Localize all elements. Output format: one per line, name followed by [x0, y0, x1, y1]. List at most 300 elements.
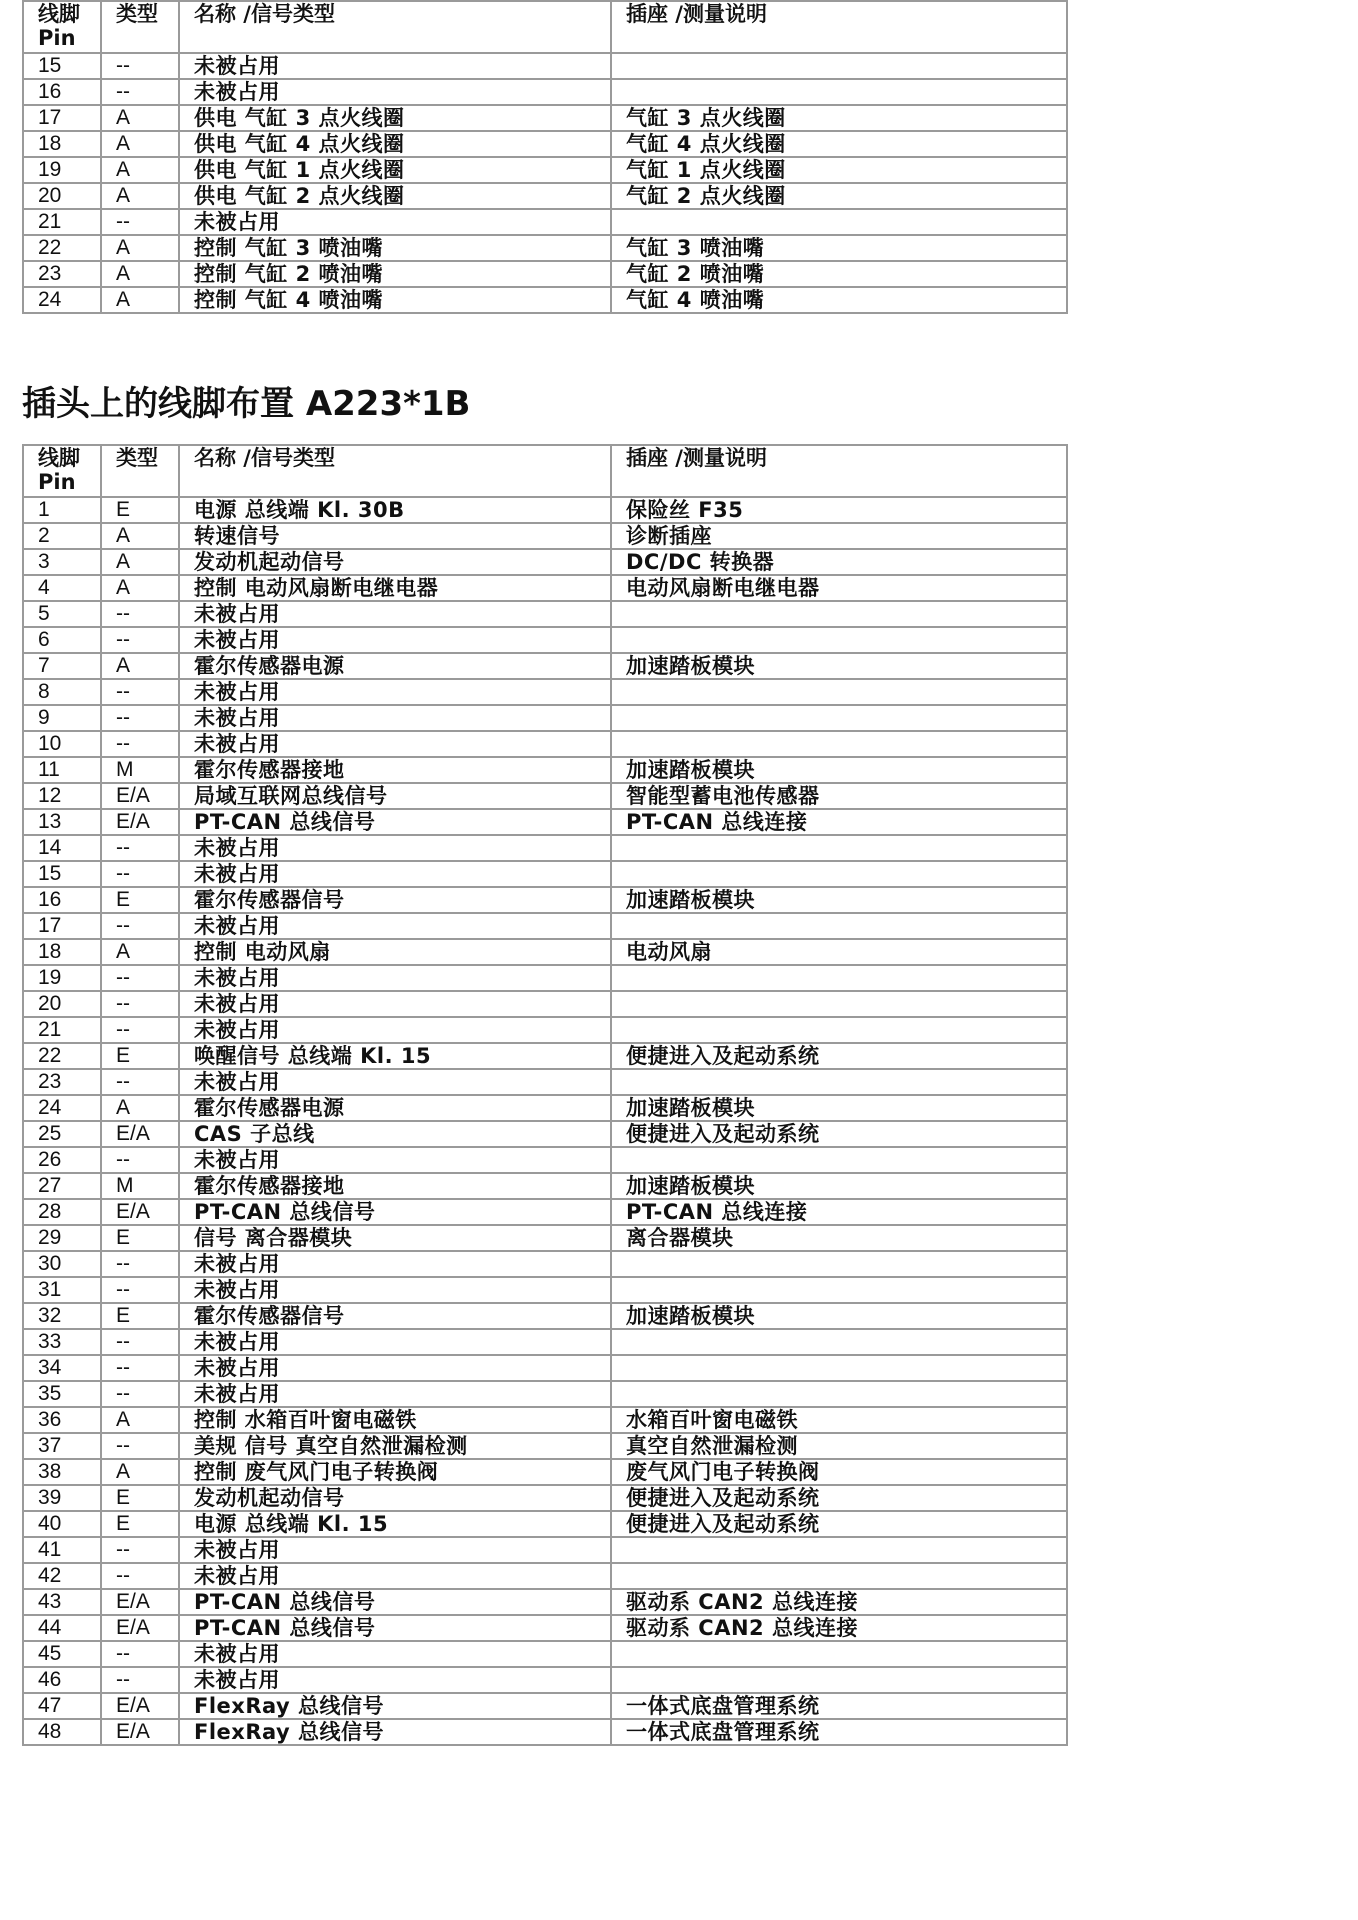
name-cell: 发动机起动信号	[179, 1485, 611, 1511]
name-cell: 电源 总线端 Kl. 15	[179, 1511, 611, 1537]
header-pin-en: Pin	[38, 470, 76, 494]
name-cell: 未被占用	[179, 627, 611, 653]
type-cell: A	[101, 575, 179, 601]
pin-cell: 21	[23, 209, 101, 235]
name-cell: 未被占用	[179, 679, 611, 705]
name-cell: 信号 离合器模块	[179, 1225, 611, 1251]
name-cell: 霍尔传感器电源	[179, 1095, 611, 1121]
name-cell: 未被占用	[179, 53, 611, 79]
table-row	[23, 1615, 1067, 1641]
header-pin-zh: 线脚	[38, 446, 80, 470]
table-row	[23, 235, 1067, 261]
header-type: 类型	[101, 445, 179, 497]
table-row	[23, 653, 1067, 679]
table-row	[23, 731, 1067, 757]
table-row	[23, 1277, 1067, 1303]
name-cell: 控制 电动风扇断电继电器	[179, 575, 611, 601]
note-cell: 便捷进入及起动系统	[611, 1511, 1067, 1537]
note-cell	[611, 627, 1067, 653]
header-pin	[23, 445, 101, 497]
note-cell: 便捷进入及起动系统	[611, 1043, 1067, 1069]
pin-cell: 40	[23, 1511, 101, 1537]
table-row	[23, 939, 1067, 965]
type-cell: A	[101, 105, 179, 131]
type-cell: A	[101, 523, 179, 549]
header-pin-zh: 线脚	[38, 2, 80, 26]
pin-cell: 42	[23, 1563, 101, 1589]
name-cell: 未被占用	[179, 1069, 611, 1095]
pin-cell: 30	[23, 1251, 101, 1277]
pin-cell: 33	[23, 1329, 101, 1355]
note-cell	[611, 1355, 1067, 1381]
note-cell: 气缸 3 点火线圈	[611, 105, 1067, 131]
name-cell: 唤醒信号 总线端 Kl. 15	[179, 1043, 611, 1069]
table-row	[23, 1303, 1067, 1329]
table-row	[23, 261, 1067, 287]
type-cell: M	[101, 1173, 179, 1199]
note-cell: DC/DC 转换器	[611, 549, 1067, 575]
name-cell: PT-CAN 总线信号	[179, 1615, 611, 1641]
pin-cell: 24	[23, 1095, 101, 1121]
pin-cell: 23	[23, 261, 101, 287]
pin-cell: 32	[23, 1303, 101, 1329]
note-cell: 加速踏板模块	[611, 1303, 1067, 1329]
table-row	[23, 1407, 1067, 1433]
name-cell: PT-CAN 总线信号	[179, 1589, 611, 1615]
note-cell: 气缸 4 喷油嘴	[611, 287, 1067, 313]
name-cell: 未被占用	[179, 79, 611, 105]
note-cell	[611, 913, 1067, 939]
pin-cell: 24	[23, 287, 101, 313]
type-cell: A	[101, 1459, 179, 1485]
table-row	[23, 1537, 1067, 1563]
note-cell	[611, 1329, 1067, 1355]
note-cell: 真空自然泄漏检测	[611, 1433, 1067, 1459]
pin-cell: 6	[23, 627, 101, 653]
table-row	[23, 965, 1067, 991]
name-cell: 控制 气缸 3 喷油嘴	[179, 235, 611, 261]
pin-cell: 18	[23, 939, 101, 965]
name-cell: 控制 水箱百叶窗电磁铁	[179, 1407, 611, 1433]
pin-cell: 1	[23, 497, 101, 523]
note-cell	[611, 835, 1067, 861]
name-cell: 霍尔传感器接地	[179, 1173, 611, 1199]
note-cell	[611, 731, 1067, 757]
note-cell	[611, 1537, 1067, 1563]
table-row	[23, 131, 1067, 157]
name-cell: 霍尔传感器信号	[179, 887, 611, 913]
name-cell: 供电 气缸 2 点火线圈	[179, 183, 611, 209]
note-cell: 加速踏板模块	[611, 1095, 1067, 1121]
type-cell: E/A	[101, 1693, 179, 1719]
pin-cell: 4	[23, 575, 101, 601]
header-note: 插座 /测量说明	[611, 1, 1067, 53]
name-cell: 供电 气缸 4 点火线圈	[179, 131, 611, 157]
table-row	[23, 1147, 1067, 1173]
pin-cell: 29	[23, 1225, 101, 1251]
type-cell: E	[101, 1511, 179, 1537]
note-cell: 智能型蓄电池传感器	[611, 783, 1067, 809]
name-cell: 供电 气缸 3 点火线圈	[179, 105, 611, 131]
note-cell: 便捷进入及起动系统	[611, 1121, 1067, 1147]
table-row	[23, 913, 1067, 939]
table-row	[23, 627, 1067, 653]
name-cell: 未被占用	[179, 1381, 611, 1407]
pin-cell: 13	[23, 809, 101, 835]
pin-cell: 28	[23, 1199, 101, 1225]
type-cell: E/A	[101, 1199, 179, 1225]
name-cell: PT-CAN 总线信号	[179, 1199, 611, 1225]
pin-cell: 2	[23, 523, 101, 549]
name-cell: 未被占用	[179, 1355, 611, 1381]
type-cell: E/A	[101, 1589, 179, 1615]
note-cell: 加速踏板模块	[611, 1173, 1067, 1199]
note-cell	[611, 1667, 1067, 1693]
pin-cell: 17	[23, 105, 101, 131]
type-cell: --	[101, 1355, 179, 1381]
type-cell: --	[101, 1641, 179, 1667]
type-cell: E	[101, 1043, 179, 1069]
header-type: 类型	[101, 1, 179, 53]
type-cell: --	[101, 835, 179, 861]
name-cell: 供电 气缸 1 点火线圈	[179, 157, 611, 183]
note-cell	[611, 679, 1067, 705]
pin-cell: 22	[23, 1043, 101, 1069]
table-row	[23, 575, 1067, 601]
note-cell: 电动风扇	[611, 939, 1067, 965]
name-cell: 控制 气缸 4 喷油嘴	[179, 287, 611, 313]
header-pin-en: Pin	[38, 26, 76, 50]
table-row	[23, 1069, 1067, 1095]
type-cell: A	[101, 1095, 179, 1121]
type-cell: A	[101, 235, 179, 261]
name-cell: 发动机起动信号	[179, 549, 611, 575]
pin-cell: 7	[23, 653, 101, 679]
table-row	[23, 1563, 1067, 1589]
table-row	[23, 1199, 1067, 1225]
type-cell: --	[101, 1537, 179, 1563]
table-row	[23, 1693, 1067, 1719]
type-cell: --	[101, 1381, 179, 1407]
pin-cell: 22	[23, 235, 101, 261]
table-row	[23, 1355, 1067, 1381]
note-cell	[611, 991, 1067, 1017]
name-cell: 未被占用	[179, 731, 611, 757]
type-cell: --	[101, 861, 179, 887]
type-cell: --	[101, 679, 179, 705]
table-row	[23, 1641, 1067, 1667]
name-cell: PT-CAN 总线信号	[179, 809, 611, 835]
name-cell: 未被占用	[179, 913, 611, 939]
note-cell	[611, 705, 1067, 731]
pin-cell: 8	[23, 679, 101, 705]
table-row	[23, 991, 1067, 1017]
table-row	[23, 157, 1067, 183]
pin-cell: 20	[23, 991, 101, 1017]
pin-cell: 44	[23, 1615, 101, 1641]
pin-cell: 45	[23, 1641, 101, 1667]
table-row	[23, 1511, 1067, 1537]
note-cell: 气缸 4 点火线圈	[611, 131, 1067, 157]
type-cell: A	[101, 549, 179, 575]
table-row	[23, 549, 1067, 575]
table-body	[23, 497, 1067, 1745]
table-row	[23, 1095, 1067, 1121]
table-row	[23, 1017, 1067, 1043]
name-cell: 未被占用	[179, 1641, 611, 1667]
pin-cell: 38	[23, 1459, 101, 1485]
pin-cell: 37	[23, 1433, 101, 1459]
pin-cell: 48	[23, 1719, 101, 1745]
name-cell: 转速信号	[179, 523, 611, 549]
type-cell: --	[101, 53, 179, 79]
type-cell: M	[101, 757, 179, 783]
table-row	[23, 1589, 1067, 1615]
note-cell: 加速踏板模块	[611, 887, 1067, 913]
pin-cell: 3	[23, 549, 101, 575]
table-row	[23, 209, 1067, 235]
table-row	[23, 105, 1067, 131]
name-cell: 未被占用	[179, 861, 611, 887]
pin-cell: 25	[23, 1121, 101, 1147]
note-cell: 气缸 3 喷油嘴	[611, 235, 1067, 261]
type-cell: A	[101, 653, 179, 679]
table-row	[23, 1121, 1067, 1147]
table-row	[23, 861, 1067, 887]
table-row	[23, 809, 1067, 835]
note-cell: 加速踏板模块	[611, 757, 1067, 783]
note-cell: 加速踏板模块	[611, 653, 1067, 679]
table-row	[23, 1485, 1067, 1511]
table-row	[23, 53, 1067, 79]
table-row	[23, 1329, 1067, 1355]
type-cell: A	[101, 1407, 179, 1433]
pin-cell: 23	[23, 1069, 101, 1095]
note-cell	[611, 53, 1067, 79]
type-cell: --	[101, 1017, 179, 1043]
table-row	[23, 183, 1067, 209]
note-cell	[611, 1563, 1067, 1589]
pin-table-a223-1b	[22, 444, 1068, 1746]
table-row	[23, 1251, 1067, 1277]
note-cell	[611, 1277, 1067, 1303]
note-cell	[611, 1017, 1067, 1043]
note-cell	[611, 861, 1067, 887]
type-cell: --	[101, 209, 179, 235]
pin-cell: 43	[23, 1589, 101, 1615]
type-cell: --	[101, 731, 179, 757]
type-cell: A	[101, 939, 179, 965]
name-cell: 未被占用	[179, 1147, 611, 1173]
type-cell: E	[101, 1485, 179, 1511]
type-cell: --	[101, 1433, 179, 1459]
type-cell: --	[101, 913, 179, 939]
pin-cell: 18	[23, 131, 101, 157]
type-cell: --	[101, 1277, 179, 1303]
type-cell: A	[101, 183, 179, 209]
pin-cell: 11	[23, 757, 101, 783]
note-cell: 气缸 1 点火线圈	[611, 157, 1067, 183]
pin-cell: 10	[23, 731, 101, 757]
type-cell: --	[101, 965, 179, 991]
table-row	[23, 1433, 1067, 1459]
table-row	[23, 497, 1067, 523]
note-cell	[611, 1641, 1067, 1667]
pin-cell: 31	[23, 1277, 101, 1303]
name-cell: 未被占用	[179, 1329, 611, 1355]
pin-cell: 9	[23, 705, 101, 731]
type-cell: A	[101, 287, 179, 313]
pin-cell: 46	[23, 1667, 101, 1693]
type-cell: E/A	[101, 1615, 179, 1641]
name-cell: FlexRay 总线信号	[179, 1719, 611, 1745]
pin-cell: 17	[23, 913, 101, 939]
name-cell: FlexRay 总线信号	[179, 1693, 611, 1719]
table-row	[23, 1459, 1067, 1485]
name-cell: 霍尔传感器信号	[179, 1303, 611, 1329]
table-header-row	[23, 1, 1067, 53]
name-cell: 未被占用	[179, 209, 611, 235]
table-row	[23, 887, 1067, 913]
note-cell	[611, 1069, 1067, 1095]
type-cell: --	[101, 1251, 179, 1277]
note-cell	[611, 965, 1067, 991]
table-row	[23, 1667, 1067, 1693]
note-cell	[611, 1381, 1067, 1407]
table-row	[23, 1043, 1067, 1069]
pin-cell: 36	[23, 1407, 101, 1433]
pin-cell: 5	[23, 601, 101, 627]
type-cell: --	[101, 627, 179, 653]
note-cell: PT-CAN 总线连接	[611, 1199, 1067, 1225]
name-cell: 未被占用	[179, 835, 611, 861]
note-cell	[611, 1251, 1067, 1277]
name-cell: 控制 废气风门电子转换阀	[179, 1459, 611, 1485]
table-row	[23, 601, 1067, 627]
name-cell: 未被占用	[179, 1537, 611, 1563]
note-cell: 驱动系 CAN2 总线连接	[611, 1589, 1067, 1615]
pin-cell: 15	[23, 53, 101, 79]
note-cell	[611, 601, 1067, 627]
type-cell: E	[101, 497, 179, 523]
pin-cell: 21	[23, 1017, 101, 1043]
table-row	[23, 1225, 1067, 1251]
name-cell: 未被占用	[179, 1563, 611, 1589]
type-cell: E	[101, 1225, 179, 1251]
type-cell: --	[101, 79, 179, 105]
pin-cell: 16	[23, 79, 101, 105]
type-cell: E	[101, 887, 179, 913]
pin-cell: 12	[23, 783, 101, 809]
type-cell: --	[101, 1069, 179, 1095]
table-row	[23, 757, 1067, 783]
table-header-row	[23, 445, 1067, 497]
name-cell: 控制 电动风扇	[179, 939, 611, 965]
note-cell: 气缸 2 喷油嘴	[611, 261, 1067, 287]
header-name: 名称 /信号类型	[179, 1, 611, 53]
pin-cell: 15	[23, 861, 101, 887]
type-cell: --	[101, 991, 179, 1017]
note-cell: PT-CAN 总线连接	[611, 809, 1067, 835]
table-row	[23, 287, 1067, 313]
note-cell: 水箱百叶窗电磁铁	[611, 1407, 1067, 1433]
header-note: 插座 /测量说明	[611, 445, 1067, 497]
note-cell: 一体式底盘管理系统	[611, 1693, 1067, 1719]
pin-cell: 26	[23, 1147, 101, 1173]
name-cell: 局域互联网总线信号	[179, 783, 611, 809]
table-row	[23, 1173, 1067, 1199]
note-cell: 废气风门电子转换阀	[611, 1459, 1067, 1485]
type-cell: --	[101, 601, 179, 627]
note-cell: 离合器模块	[611, 1225, 1067, 1251]
type-cell: --	[101, 1667, 179, 1693]
table-row	[23, 79, 1067, 105]
type-cell: E/A	[101, 809, 179, 835]
type-cell: E/A	[101, 1719, 179, 1745]
name-cell: 未被占用	[179, 1277, 611, 1303]
name-cell: 未被占用	[179, 1667, 611, 1693]
table-row	[23, 679, 1067, 705]
name-cell: 美规 信号 真空自然泄漏检测	[179, 1433, 611, 1459]
pin-cell: 41	[23, 1537, 101, 1563]
note-cell: 电动风扇断电继电器	[611, 575, 1067, 601]
name-cell: 未被占用	[179, 991, 611, 1017]
name-cell: 霍尔传感器电源	[179, 653, 611, 679]
pin-cell: 19	[23, 965, 101, 991]
table-row	[23, 1719, 1067, 1745]
name-cell: 未被占用	[179, 601, 611, 627]
name-cell: 控制 气缸 2 喷油嘴	[179, 261, 611, 287]
pin-table-continued	[22, 0, 1068, 314]
name-cell: 电源 总线端 Kl. 30B	[179, 497, 611, 523]
type-cell: E	[101, 1303, 179, 1329]
type-cell: --	[101, 1563, 179, 1589]
type-cell: A	[101, 131, 179, 157]
note-cell: 诊断插座	[611, 523, 1067, 549]
type-cell: A	[101, 261, 179, 287]
header-pin	[23, 1, 101, 53]
table-row	[23, 783, 1067, 809]
name-cell: 霍尔传感器接地	[179, 757, 611, 783]
table-row	[23, 1381, 1067, 1407]
pin-cell: 47	[23, 1693, 101, 1719]
table-row	[23, 705, 1067, 731]
type-cell: E/A	[101, 783, 179, 809]
name-cell: 未被占用	[179, 965, 611, 991]
pin-cell: 34	[23, 1355, 101, 1381]
type-cell: --	[101, 705, 179, 731]
pin-cell: 16	[23, 887, 101, 913]
name-cell: 未被占用	[179, 1251, 611, 1277]
name-cell: 未被占用	[179, 705, 611, 731]
note-cell	[611, 79, 1067, 105]
note-cell: 便捷进入及起动系统	[611, 1485, 1067, 1511]
note-cell	[611, 1147, 1067, 1173]
name-cell: 未被占用	[179, 1017, 611, 1043]
type-cell: --	[101, 1329, 179, 1355]
header-name: 名称 /信号类型	[179, 445, 611, 497]
pin-cell: 39	[23, 1485, 101, 1511]
section-title: 插头上的线脚布置 A223*1B	[22, 384, 471, 424]
table-row	[23, 835, 1067, 861]
type-cell: A	[101, 157, 179, 183]
name-cell: CAS 子总线	[179, 1121, 611, 1147]
pin-cell: 35	[23, 1381, 101, 1407]
type-cell: --	[101, 1147, 179, 1173]
note-cell: 气缸 2 点火线圈	[611, 183, 1067, 209]
table-row	[23, 523, 1067, 549]
pin-cell: 20	[23, 183, 101, 209]
